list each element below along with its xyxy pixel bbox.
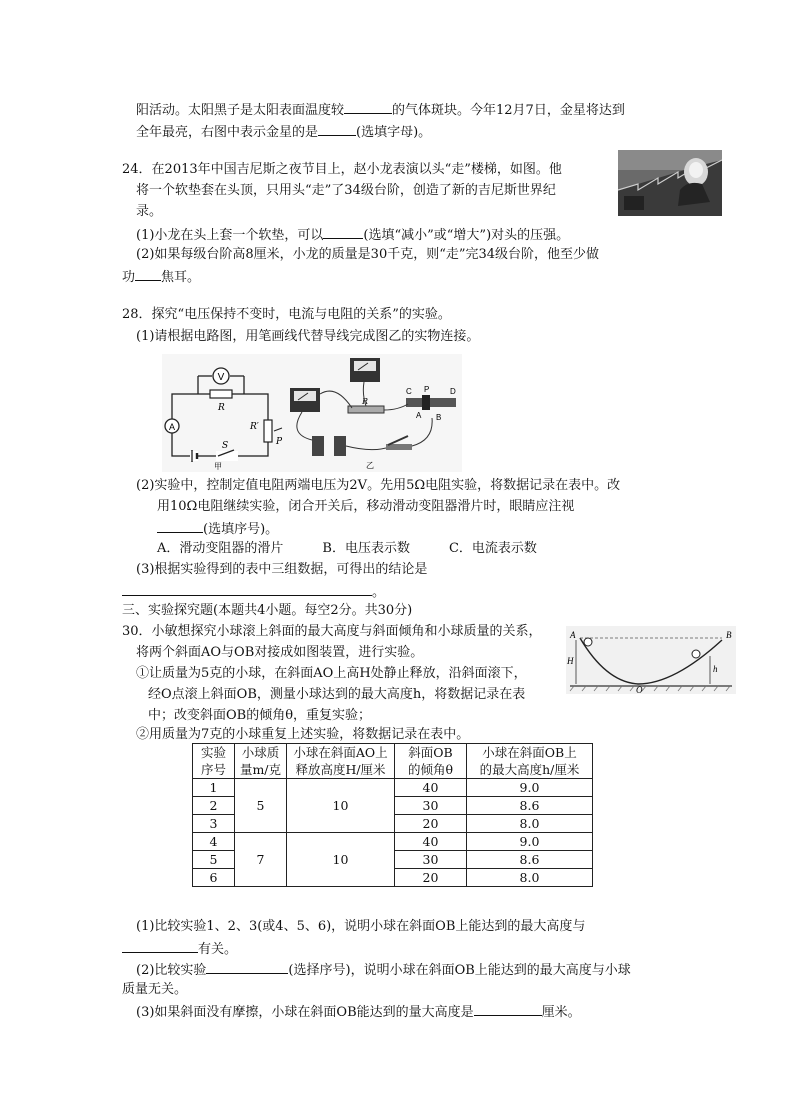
q30-step1-line2: 经O点滚上斜面OB，测量小球达到的最大高度h，将数据记录在表: [148, 687, 526, 702]
answer-blank[interactable]: [318, 122, 356, 136]
svg-text:S: S: [222, 441, 229, 451]
q30-step1-line3: 中；改变斜面OB的倾角θ，重复实验；: [148, 708, 372, 723]
table-row: 1 5 10 40 9.0: [193, 779, 593, 797]
section3-heading: 三、实验探究题(本题共4小题。每空2分。共30分): [122, 603, 413, 618]
svg-text:乙: 乙: [366, 461, 374, 470]
table-row: 2 30 8.6: [193, 797, 593, 815]
answer-blank[interactable]: [206, 960, 288, 974]
table-row: 6 20 8.0: [193, 869, 593, 887]
table-row: 3 20 8.0: [193, 815, 593, 833]
header-trial-no: 实验 序号: [193, 744, 235, 779]
q24-stem-line3: 录。: [136, 204, 163, 219]
slope-figure: [566, 626, 736, 694]
svg-text:D: D: [450, 387, 456, 396]
stair-photo: [618, 150, 722, 216]
ball-end: [692, 650, 700, 658]
q28-part2-line1: (2)实验中，控制定值电阻两端电压为2V。先用5Ω电阻实验，将数据记录在表中。改: [136, 478, 621, 493]
q23-continued-line2: 全年最亮，右图中表示金星的是 (选填字母)。: [136, 122, 431, 142]
q30-part2-line2: 质量无关。: [122, 982, 188, 997]
q30-part2-line1: (2)比较实验 (选择序号)，说明小球在斜面OB上能达到的最大高度与小球: [136, 960, 631, 980]
answer-blank[interactable]: [157, 519, 203, 533]
svg-text:R′: R′: [250, 422, 259, 432]
svg-text:甲: 甲: [214, 462, 222, 471]
table-row: 5 30 8.6: [193, 851, 593, 869]
svg-text:B: B: [436, 413, 442, 422]
svg-text:B: B: [726, 630, 732, 640]
circuit-figure: [162, 354, 462, 472]
rheostat-symbol: [264, 420, 272, 442]
q30-step1-line1: ①让质量为5克的小球，在斜面AO上高H处静止释放，沿斜面滚下，: [136, 666, 527, 681]
answer-blank[interactable]: [323, 225, 363, 239]
svg-text:A: A: [416, 411, 422, 420]
answer-blank[interactable]: [122, 939, 198, 953]
q23-continued-line1: 阳活动。太阳黑子是太阳表面温度较 的气体斑块。今年12月7日，金星将达到: [136, 100, 625, 120]
header-angle: 斜面OB 的倾角θ: [395, 744, 467, 779]
real-ammeter: [290, 388, 320, 412]
svg-text:H: H: [567, 656, 574, 666]
q24-stem-line1: 24．在2013年中国吉尼斯之夜节目上，赵小龙表演以头“走”楼梯，如图。他: [122, 162, 562, 177]
real-voltmeter: [350, 358, 380, 382]
svg-text:A: A: [570, 630, 576, 640]
header-max-height: 小球在斜面OB上 的最大高度h/厘米: [467, 744, 593, 779]
battery-symbol: [190, 450, 198, 462]
table-row: 4 7 10 40 9.0: [193, 833, 593, 851]
q28-part1: (1)请根据电路图，用笔画线代替导线完成图乙的实物连接。: [136, 329, 480, 344]
q28-part2-line3: (选填序号)。: [157, 519, 278, 539]
switch-symbol: [216, 450, 238, 461]
q24-stem-line2: 将一个软垫套在头顶，只用头“走”了34级台阶，创造了新的吉尼斯世界纪: [136, 183, 556, 198]
svg-text:A: A: [168, 422, 176, 432]
q24-part1: (1)小龙在头上套一个软垫，可以 (选填“减小”或“增大”)对头的压强。: [136, 225, 569, 245]
header-release-height: 小球在斜面AO上 释放高度H/厘米: [287, 744, 395, 779]
svg-text:P: P: [276, 437, 283, 447]
q30-stem-line1: 30．小敏想探究小球滚上斜面的最大高度与斜面倾角和小球质量的关系，: [122, 624, 542, 639]
answer-blank[interactable]: [135, 267, 161, 281]
svg-text:P: P: [424, 385, 430, 394]
voltmeter-symbol: [213, 368, 229, 384]
svg-text:C: C: [406, 387, 412, 396]
mass-cell: 5: [235, 779, 287, 833]
q28-stem: 28．探究“电压保持不变时，电流与电阻的关系”的实验。: [122, 307, 451, 322]
q30-stem-line2: 将两个斜面AO与OB对接成如图装置，进行实验。: [136, 645, 424, 660]
answer-blank[interactable]: [474, 1002, 542, 1016]
svg-text:V: V: [217, 372, 225, 383]
svg-text:R: R: [218, 403, 225, 413]
answer-blank[interactable]: [122, 582, 372, 596]
table-header-row: [193, 744, 593, 779]
svg-text:R: R: [362, 397, 369, 406]
q28-part3: (3)根据实验得到的表中三组数据，可得出的结论是: [136, 562, 428, 577]
q30-part3: (3)如果斜面没有摩擦，小球在斜面OB能达到的量大高度是 厘米。: [136, 1002, 581, 1022]
q28-part3-answer: 。: [122, 582, 385, 602]
height-cell: 10: [287, 779, 395, 833]
header-mass: 小球质 量m/克: [235, 744, 287, 779]
ammeter-symbol: [165, 419, 179, 433]
resistor-r: [210, 390, 232, 398]
results-table: [192, 743, 593, 887]
q28-options: A．滑动变阻器的滑片 B．电压表示数 C．电流表示数: [157, 541, 537, 556]
height-cell: 10: [287, 833, 395, 887]
mass-cell: 7: [235, 833, 287, 887]
q24-part2-line2: 功 焦耳。: [122, 267, 200, 287]
q24-part2-line1: (2)如果每级台阶高8厘米，小龙的质量是30千克，则“走”完34级台阶，他至少做: [136, 247, 600, 262]
svg-text:O: O: [636, 685, 643, 694]
ball-start: [584, 638, 592, 646]
q30-part1-line2: 有关。: [122, 939, 237, 959]
q30-part1-line1: (1)比较实验1、2、3(或4、5、6)，说明小球在斜面OB上能达到的最大高度与: [136, 919, 586, 934]
q28-part2-line2: 用10Ω电阻继续实验，闭合开关后，移动滑动变阻器滑片时，眼睛应注视: [157, 499, 575, 514]
svg-text:h: h: [713, 664, 718, 674]
answer-blank[interactable]: [344, 100, 392, 114]
q30-step2: ②用质量为7克的小球重复上述实验，将数据记录在表中。: [136, 727, 470, 742]
